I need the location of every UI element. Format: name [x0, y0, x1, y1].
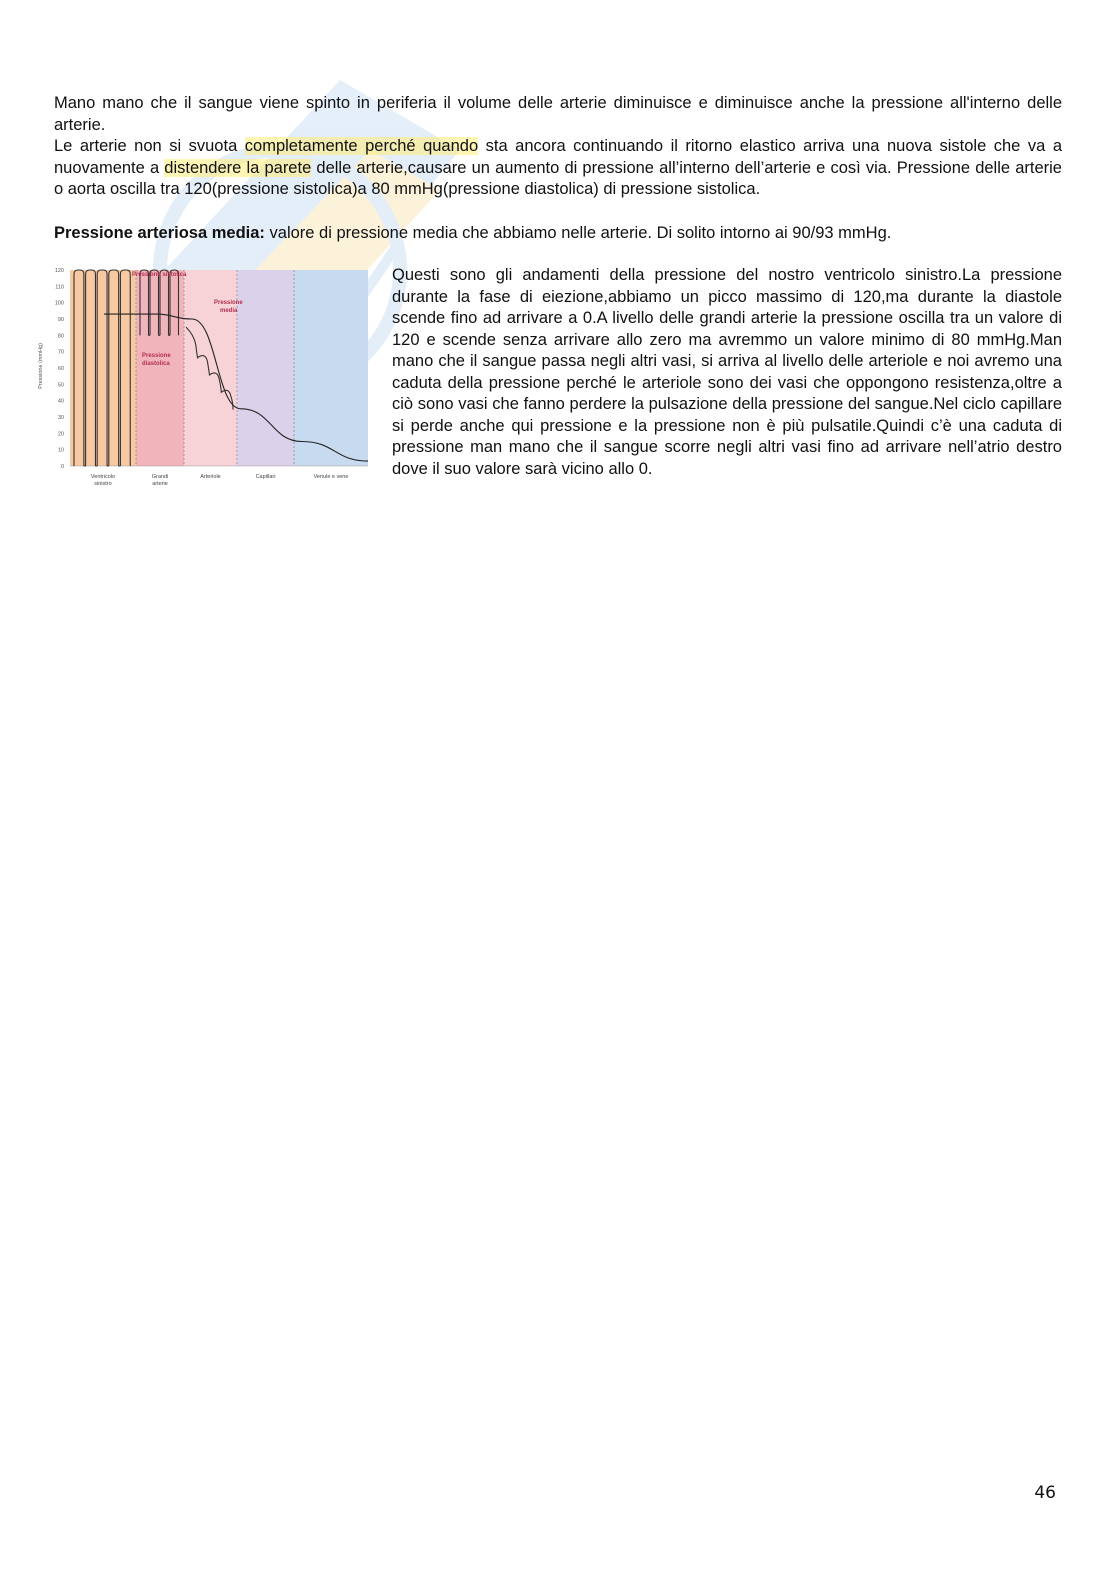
x-category-label: arterie [152, 481, 168, 487]
term-mean-arterial-pressure: Pressione arteriosa media: [54, 224, 265, 242]
y-tick-label: 100 [54, 300, 64, 307]
highlighted-text: completamente perché quando [244, 137, 479, 155]
blood-pressure-chart [36, 262, 374, 502]
label-mean-pressure-1: Pressione [214, 300, 243, 306]
x-category-label: Arteriole [200, 474, 221, 480]
y-tick-label: 120 [54, 268, 64, 274]
paragraph-text: Le arterie non si svuota [54, 137, 245, 155]
paragraph-text: delle arterie,causare un aumento di pressione all’interno dell’arterie e così via. Pressione delle arterie o aorta oscilla tra 120(pressione sistolica)a 80 mmHg(pressione diastolica) di pressione sistolica. [54, 158, 1062, 198]
y-tick-label: 70 [57, 349, 64, 356]
x-category-label: Venule e vene [313, 474, 349, 480]
paragraph-text: sta ancora continuando il ritorno elastico arriva una nuova sistole che va a nuovamente a [54, 137, 1062, 177]
paragraph-ventricle-pressure-trends: Questi sono gli andamenti della pressione del nostro ventricolo sinistro.La pressione durante la fase di eiezione,abbiamo un picco massimo di 120,ma durante la diastole scende fino ad arrivare a 0.A livello delle grandi arterie la pressione oscilla tra un valore di 120 e scende senza arrivare allo zero ma avremmo un valore minimo di 80 mmHg.Man mano che il sangue passa negli altri vasi, si arriva al livello delle arteriole e noi avremo una caduta della pressione perché le arteriole sono dei vasi che oppongono resistenza,oltre a ciò sono vasi che fanno perdere la pulsazione della pressione del sangue.Nel ciclo capillare si perde anche qui pressione e la pressione non è più pulsatile.Quindi c’è una caduta di pressione man mano che il sangue scorre negli altri vasi fino ad arrivare nell’atrio destro dove il suo valore sarà vicino allo 0. [392, 266, 1062, 478]
y-tick-label: 50 [57, 382, 64, 389]
definition-text: valore di pressione media che abbiamo nelle arterie. Di solito intorno ai 90/93 mmHg. [264, 224, 892, 242]
paragraph-arteries-elastic-return [54, 136, 1062, 201]
y-tick-label: 80 [57, 333, 64, 340]
region-4 [294, 270, 368, 466]
label-diastolic-pressure-1: Pressione [142, 353, 171, 359]
x-category-label: Ventricolo [90, 474, 116, 480]
label-diastolic-pressure-2: diastolica [142, 361, 170, 367]
y-tick-label: 110 [55, 284, 64, 291]
paragraph-mean-arterial-pressure [54, 223, 1062, 245]
paragraph-blood-pushed-periphery: Mano mano che il sangue viene spinto in periferia il volume delle arterie diminuisce e diminuisce anche la pressione all'interno delle arterie. [54, 94, 1062, 134]
region-0 [70, 270, 136, 466]
y-tick-label: 0 [60, 464, 64, 470]
x-category-label: Capillari [255, 474, 276, 480]
y-axis-label: Pressione (mmHg) [38, 343, 44, 389]
label-mean-pressure-2: media [220, 308, 238, 314]
label-systolic-pressure: Pressione sistolica [132, 272, 187, 278]
x-category-label: sinistro [94, 481, 112, 487]
region-3 [237, 270, 294, 466]
highlighted-text: distendere la parete [164, 158, 312, 177]
y-tick-label: 60 [57, 366, 64, 372]
y-tick-label: 20 [57, 431, 64, 438]
y-tick-label: 30 [57, 415, 64, 421]
y-tick-label: 90 [57, 317, 64, 323]
y-tick-label: 10 [57, 447, 64, 454]
x-category-label: Grandi [151, 474, 169, 480]
page-number: 46 [1034, 1483, 1056, 1503]
y-tick-label: 40 [57, 398, 64, 405]
